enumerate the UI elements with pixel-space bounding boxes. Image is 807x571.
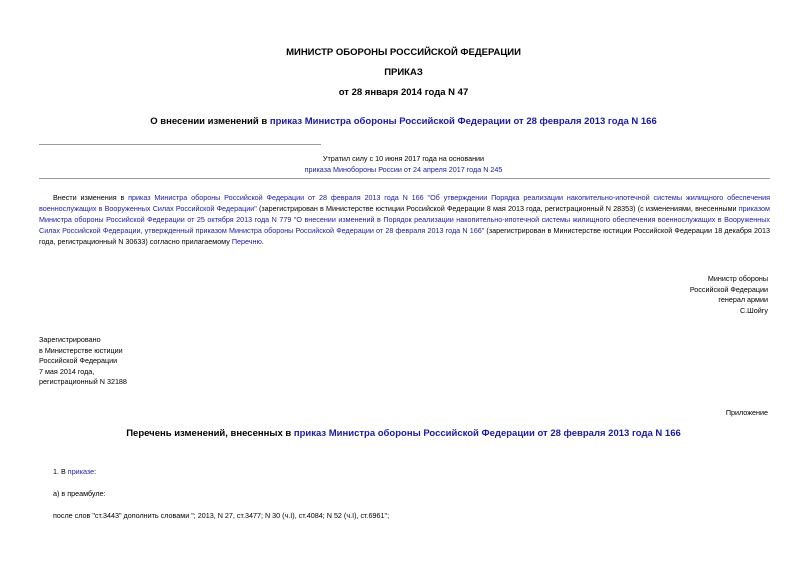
appendix-title: [0, 428, 807, 439]
doc-type-heading: ПРИКАЗ: [384, 67, 423, 78]
item1-suffix: :: [94, 467, 97, 476]
date-number-heading: от 28 января 2014 года N 47: [338, 87, 469, 98]
registration-line: в Министерстве юстиции: [39, 345, 123, 355]
status-note: [0, 153, 807, 175]
ministry-heading: МИНИСТР ОБОРОНЫ РОССИЙСКОЙ ФЕДЕРАЦИИ: [286, 47, 521, 58]
registration-line: 7 мая 2014 года,: [39, 366, 95, 376]
signature-line: Министр обороны: [707, 274, 768, 283]
preamble-text-4: .: [261, 237, 264, 246]
status-line: Утратил силу с 10 июня 2017 года на основании: [322, 154, 485, 163]
list-item-a: а) в преамбуле:: [53, 489, 106, 498]
appendix-title-prefix: Перечень изменений, внесенных в: [126, 428, 294, 439]
document-title: [0, 116, 807, 127]
registration-line: Зарегистрировано: [39, 335, 101, 344]
preamble-link-list[interactable]: Перечню: [231, 237, 262, 246]
registration-block: [39, 335, 289, 388]
preamble-text-2: (зарегистрирован в Министерстве юстиции Российской Федерации 8 мая 2013 года, регистрационный N 28353) (с изменениями, внесенными: [256, 204, 739, 213]
top-rule: [39, 144, 321, 145]
signature-line: генерал армии: [718, 295, 768, 304]
appendix-title-link[interactable]: приказ Министра обороны Российской Федерации от 28 февраля 2013 года N 166: [293, 428, 681, 439]
status-link[interactable]: приказа Минобороны России от 24 апреля 2017 года N 245: [304, 165, 503, 174]
preamble-paragraph: [39, 192, 770, 247]
preamble-link-order-779[interactable]: приказом Министра обороны Российской Федерации от 25 октября 2013 года N 779 "О внесении изменений в Порядок реализации накопительно-ипотечной системы жилищного обеспечения военнослужащих в Вооруженных Силах Российской Федерации, утвержденный приказом Министра обороны Российской Федерации от 28 февраля 2013 года N 166": [39, 204, 770, 235]
registration-line: регистрационный N 32188: [39, 377, 127, 386]
preamble-text-1: Внести изменения в: [53, 193, 129, 202]
title-prefix: О внесении изменений в: [150, 116, 270, 127]
item1-link[interactable]: приказе: [67, 467, 95, 476]
item1-prefix: 1. В: [53, 467, 68, 476]
list-item-1: [53, 466, 96, 477]
title-link[interactable]: приказ Министра обороны Российской Федерации от 28 февраля 2013 года N 166: [269, 116, 657, 127]
preamble-link-order-166[interactable]: приказ Министра обороны Российской Федерации от 28 февраля 2013 года N 166 "Об утверждении Порядка реализации накопительно-ипотечной системы жилищного обеспечения военнослужащих в Вооруженных Силах Российской Федерации": [39, 193, 770, 213]
signature-block: [568, 274, 768, 316]
signature-line: С.Шойгу: [739, 305, 768, 315]
preamble-text-3: (зарегистрирован в Министерстве юстиции Российской Федерации 18 декабря 2013 года, регистрационный N 30633) согласно прилагаемому: [39, 226, 770, 246]
list-item-a-text: после слов "ст.3443" дополнить словами "; 2013, N 27, ст.3477; N 30 (ч.I), ст.4084; N 52 (ч.I), ст.6961";: [53, 511, 390, 520]
separator-rule: [39, 178, 770, 179]
appendix-label: Приложение: [725, 408, 768, 417]
registration-line: Российской Федерации: [39, 356, 118, 365]
signature-line: Российской Федерации: [689, 284, 768, 294]
